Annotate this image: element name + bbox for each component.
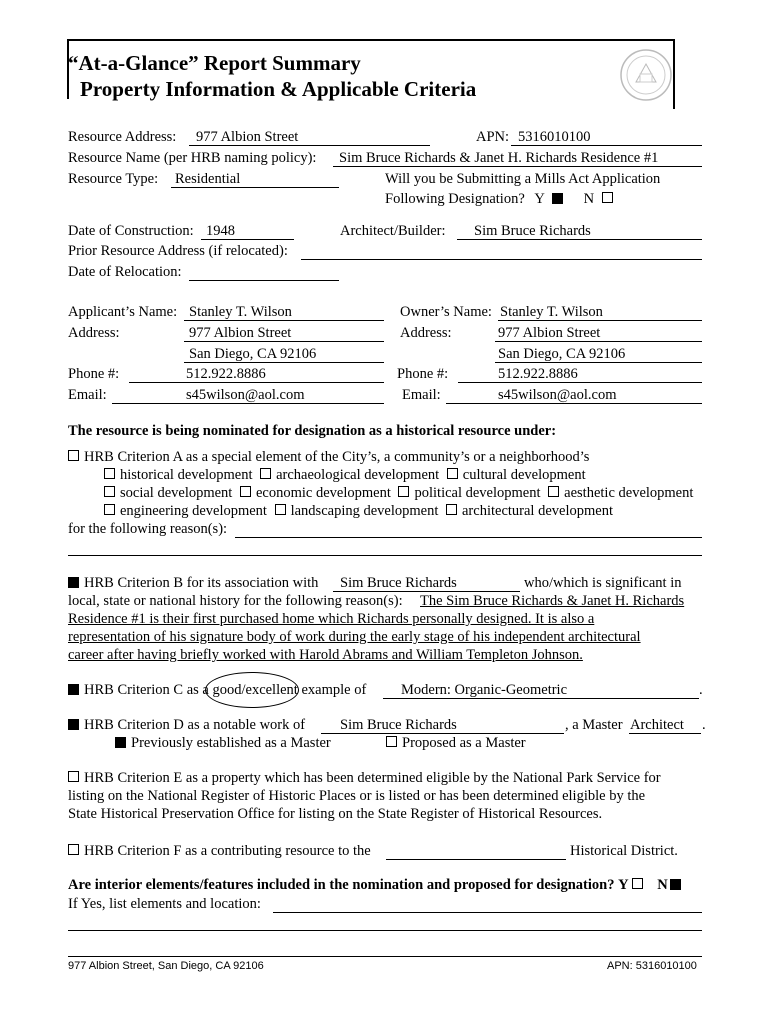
- resource-name-value: Sim Bruce Richards & Janet H. Richards Residence #1: [339, 150, 659, 166]
- mills-no-checkbox[interactable]: [602, 192, 613, 203]
- architect-label: Architect/Builder:: [340, 223, 446, 239]
- criterion-e-line1: [68, 769, 661, 787]
- applicant-email-label: Email:: [68, 387, 107, 403]
- aesthetic-development-label: aesthetic development: [564, 485, 694, 501]
- criterion-f-pre: HRB Criterion F as a contributing resource to the: [84, 843, 371, 859]
- relocation-line: [189, 280, 339, 281]
- criterion-a-line1: [68, 448, 589, 466]
- mills-question-line2: [385, 190, 618, 208]
- economic-development-checkbox[interactable]: [240, 486, 251, 497]
- applicant-email-value: s45wilson@aol.com: [186, 387, 305, 403]
- mills-yes-checkbox[interactable]: [552, 193, 563, 204]
- applicant-phone-value: 512.922.8886: [186, 366, 266, 382]
- interior-no-checkbox[interactable]: [670, 879, 681, 890]
- header-right-rule: [673, 39, 675, 109]
- criterion-e-line3: State Historical Preservation Office for listing on the State Register of Historical Resources.: [68, 806, 603, 822]
- previously-established-label: Previously established as a Master: [131, 735, 331, 751]
- owner-address2-value: San Diego, CA 92106: [498, 346, 626, 362]
- applicant-name-label: Applicant’s Name:: [68, 304, 178, 320]
- relocation-label: Date of Relocation:: [68, 264, 182, 280]
- economic-development-label: economic development: [255, 485, 391, 501]
- criterion-a-options-row1: [104, 466, 586, 484]
- criterion-b-person: Sim Bruce Richards: [340, 575, 457, 591]
- criterion-d-end: .: [702, 717, 706, 733]
- criterion-b-line4: representation of his signature body of work during the early stage of his independent architectural: [68, 629, 641, 645]
- owner-address1-value: 977 Albion Street: [498, 325, 601, 341]
- architectural-development-label: architectural development: [462, 503, 613, 519]
- criterion-a-text: HRB Criterion A as a special element of the City’s, a community’s or a neighborhood’s: [84, 449, 590, 465]
- prior-address-line: [301, 259, 702, 260]
- construction-value: 1948: [206, 223, 235, 239]
- header-top-rule: [67, 39, 675, 41]
- criterion-f-checkbox[interactable]: [68, 844, 79, 855]
- criterion-b-line3: Residence #1 is their first purchased home which Richards personally designed. It is also a: [68, 611, 595, 627]
- criterion-c-checkbox[interactable]: [68, 684, 79, 695]
- owner-phone-label: Phone #:: [397, 366, 449, 382]
- archaeological-development-checkbox[interactable]: [260, 468, 271, 479]
- engineering-development-label: engineering development: [120, 503, 267, 519]
- criterion-b-checkbox[interactable]: [68, 577, 79, 588]
- criterion-d-checkbox[interactable]: [68, 719, 79, 730]
- criterion-b-line1: [68, 574, 318, 592]
- criterion-b-line2-value: The Sim Bruce Richards & Janet H. Richards: [420, 593, 685, 609]
- criterion-e-checkbox[interactable]: [68, 771, 79, 782]
- interior-yes-label: Y: [618, 877, 629, 893]
- criterion-e-text1: HRB Criterion E as a property which has been determined eligible by the National Park Service for: [84, 770, 661, 786]
- city-seal-icon: [619, 44, 673, 106]
- nomination-heading: The resource is being nominated for designation as a historical resource under:: [68, 423, 557, 439]
- landscaping-development-label: landscaping development: [290, 503, 439, 519]
- applicant-address-label: Address:: [68, 325, 120, 341]
- historical-development-checkbox[interactable]: [104, 468, 115, 479]
- criterion-f-line: [68, 842, 371, 860]
- criterion-a-options-row2: [104, 484, 693, 502]
- archaeological-development-label: archaeological development: [276, 467, 440, 483]
- social-development-checkbox[interactable]: [104, 486, 115, 497]
- applicant-name-value: Stanley T. Wilson: [189, 304, 292, 320]
- owner-email-label: Email:: [402, 387, 441, 403]
- resource-address-value: 977 Albion Street: [196, 129, 299, 145]
- landscaping-development-checkbox[interactable]: [275, 504, 286, 515]
- interior-yes-checkbox[interactable]: [632, 878, 643, 889]
- mills-no-label: N: [583, 191, 595, 207]
- criterion-a-reason-label: for the following reason(s):: [68, 521, 228, 537]
- engineering-development-checkbox[interactable]: [104, 504, 115, 515]
- criterion-b-line2-pre: local, state or national history for the following reason(s):: [68, 593, 403, 609]
- owner-name-label: Owner’s Name:: [400, 304, 492, 320]
- criterion-c-end: .: [699, 682, 703, 698]
- applicant-address2-value: San Diego, CA 92106: [189, 346, 317, 362]
- criterion-a-reason-line1: [235, 537, 702, 538]
- criterion-d-pre: HRB Criterion D as a notable work of: [84, 717, 306, 733]
- apn-label: APN:: [476, 129, 510, 145]
- criterion-b-post: who/which is significant in: [524, 575, 682, 591]
- aesthetic-development-checkbox[interactable]: [548, 486, 559, 497]
- mills-question-text: Following Designation?: [385, 191, 525, 207]
- good-excellent-circle: [205, 672, 299, 708]
- cultural-development-label: cultural development: [462, 467, 586, 483]
- mills-yes-label: Y: [534, 191, 545, 207]
- interior-question-row: [68, 876, 686, 894]
- criterion-d-proposed-row: [386, 734, 526, 752]
- interior-question: Are interior elements/features included in the nomination and proposed for designation?: [68, 877, 615, 893]
- political-development-label: political development: [414, 485, 541, 501]
- criterion-d-role: Architect: [630, 717, 684, 733]
- apn-value: 5316010100: [518, 129, 591, 145]
- proposed-master-checkbox[interactable]: [386, 736, 397, 747]
- criterion-f-district-line: [386, 859, 566, 860]
- footer-address: 977 Albion Street, San Diego, CA 92106: [68, 960, 264, 972]
- criterion-a-checkbox[interactable]: [68, 450, 79, 461]
- criterion-d-mid: , a Master: [565, 717, 623, 733]
- applicant-phone-label: Phone #:: [68, 366, 120, 382]
- interior-no-label: N: [657, 877, 668, 893]
- criterion-d-line: [68, 716, 305, 734]
- footer-apn: APN: 5316010100: [607, 960, 697, 972]
- owner-phone-line: [458, 382, 702, 383]
- criterion-a-reason-line2: [68, 555, 702, 556]
- interior-list-line2: [68, 930, 702, 931]
- previously-established-checkbox[interactable]: [115, 737, 126, 748]
- owner-address-label: Address:: [400, 325, 452, 341]
- resource-address-label: Resource Address:: [68, 129, 177, 145]
- resource-type-label: Resource Type:: [68, 171, 159, 187]
- proposed-master-label: Proposed as a Master: [402, 735, 526, 751]
- criterion-e-line2: listing on the National Register of Historic Places or is listed or has been determined eligible by the: [68, 788, 646, 804]
- historical-development-label: historical development: [120, 467, 253, 483]
- criterion-d-prev-row: [115, 734, 331, 752]
- architect-value: Sim Bruce Richards: [474, 223, 591, 239]
- footer-rule: [68, 956, 702, 957]
- criterion-b-line5: career after having briefly worked with Harold Abrams and William Templeton Johnson.: [68, 647, 583, 663]
- criterion-c-value: Modern: Organic-Geometric: [401, 682, 568, 698]
- criterion-b-pre: HRB Criterion B for its association with: [84, 575, 319, 591]
- political-development-checkbox[interactable]: [398, 486, 409, 497]
- owner-name-value: Stanley T. Wilson: [500, 304, 603, 320]
- applicant-address1-value: 977 Albion Street: [189, 325, 292, 341]
- interior-list-line1: [273, 912, 702, 913]
- criterion-f-post: Historical District.: [570, 843, 678, 859]
- interior-list-label: If Yes, list elements and location:: [68, 896, 261, 912]
- prior-address-label: Prior Resource Address (if relocated):: [68, 243, 288, 259]
- owner-phone-value: 512.922.8886: [498, 366, 578, 382]
- owner-email-value: s45wilson@aol.com: [498, 387, 617, 403]
- construction-label: Date of Construction:: [68, 223, 194, 239]
- mills-question-line1: Will you be Submitting a Mills Act Application: [385, 171, 661, 187]
- cultural-development-checkbox[interactable]: [447, 468, 458, 479]
- criterion-a-options-row3: [104, 502, 613, 520]
- resource-type-value: Residential: [175, 171, 241, 187]
- criterion-d-person: Sim Bruce Richards: [340, 717, 457, 733]
- resource-name-label: Resource Name (per HRB naming policy):: [68, 150, 317, 166]
- social-development-label: social development: [120, 485, 233, 501]
- title-line-1: “At-a-Glance” Report Summary: [68, 51, 361, 75]
- architectural-development-checkbox[interactable]: [446, 504, 457, 515]
- criterion-c-pre: HRB Criterion C as a good/excellent example of: [84, 682, 367, 698]
- title-line-2: Property Information & Applicable Criteria: [80, 77, 477, 101]
